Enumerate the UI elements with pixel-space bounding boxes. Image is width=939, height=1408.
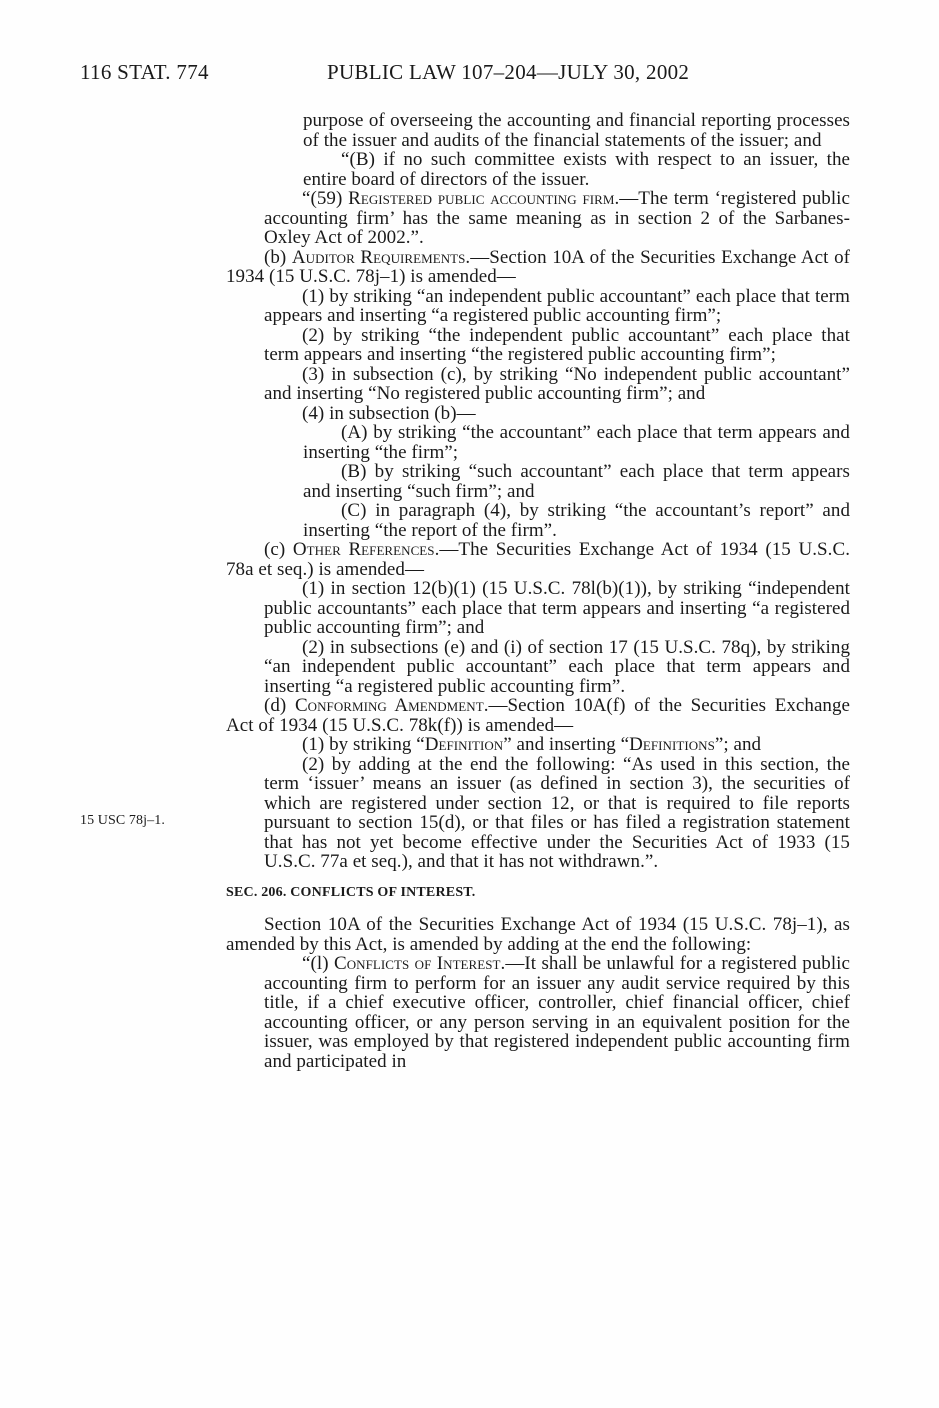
subsection-label: (c) [264,539,293,560]
paragraph-continuation: purpose of overseeing the accounting and financial reporting processes of the issuer and audits of the financial statements of the issuer; and [303,110,850,151]
subsection-heading: Other References [292,539,435,560]
subsection-text: .—The Securities Exchange Act of 1934 (15 U.S.C. 78a et seq.) is amended— [226,539,850,580]
paragraph-c-2: (2) in subsections (e) and (i) of section 17 (15 U.S.C. 78q), by striking “an independent public accountant” each place that term appears and inserting “a registered public accounting firm”. [264,636,850,697]
paragraph-heading: Registered public accounting firm [348,188,615,209]
paragraph-text: (1) by striking “ [302,734,425,755]
paragraph-d-2: (2) by adding at the end the following: “As used in this section, the term ‘issuer’ means an issuer (as defined in section 3), the securities of which are registered under section 12, or that is required to file reports pursuant to section 15(d), or that files or has filed a registration statement that has not yet become effective under the Securities Act of 1933 (15 U.S.C. 77a et seq.), and that it has not withdrawn.”. [264,753,850,872]
paragraph-definition-59 [226,189,850,248]
subsection-text: .—It shall be unlawful for a registered public accounting firm to perform for an issuer any audit service required by this title, if a chief executive officer, controller, chief financial officer, chief accounting officer, or any person serving in an equivalent position for the issuer, was employed by that registered independent public accounting firm and participated in [264,953,850,1072]
subsection-d-conforming-amendment [226,696,850,735]
paragraph-b-3: (3) in subsection (c), by striking “No independent public accountant” and inserting “No registered public accounting firm”; and [264,363,850,404]
paragraph-text: ” and inserting “ [503,734,630,755]
paragraph-b-4: (4) in subsection (b)— [302,402,476,424]
subsection-b-auditor-requirements [226,248,850,287]
subsection-heading: Auditor Requirements [291,246,466,268]
subsection-text: .—Section 10A of the Securities Exchange Act of 1934 (15 U.S.C. 78j–1) is amended— [226,246,851,287]
paragraph-c-1: (1) in section 12(b)(1) (15 U.S.C. 78l(b)(1)), by striking “independent public accountants” each place that term appears and inserting “a registered public accounting firm”; and [264,578,850,638]
margin-citation-note: 15 USC 78j–1. [80,813,165,828]
subparagraph-b-4-a: (A) by striking “the accountant” each place that term appears and inserting “the firm”; [303,422,850,463]
inserted-term: Definitions [629,734,715,755]
paragraph-number: “(59) [302,188,349,209]
subsection-label: (b) [264,246,292,268]
paragraph-b-2: (2) by striking “the independent public accountant” each place that term appears and inserting “the registered public accounting firm”; [264,324,850,365]
section-206-heading: SEC. 206. CONFLICTS OF INTEREST. [226,884,476,900]
subparagraph-b-4-c: (C) in paragraph (4), by striking “the accountant’s report” and inserting “the report of the firm”. [303,500,850,541]
subsection-text: .—Section 10A(f) of the Securities Exchange Act of 1934 (15 U.S.C. 78k(f)) is amended— [226,695,851,736]
running-header: PUBLIC LAW 107–204—JULY 30, 2002 [327,60,690,84]
paragraph-text: .—The term ‘registered public accounting firm’ has the same meaning as in section 2 of the Sarbanes-Oxley Act of 2002.”. [264,188,850,248]
subsection-label: (d) [264,695,295,716]
subsection-heading: Conflicts of Interest [333,953,501,974]
struck-term: Definition [424,734,504,755]
paragraph-d-1 [226,735,850,755]
subsection-c-other-references [226,540,850,579]
subsection-label: “(l) [302,953,334,974]
paragraph-clause-b: “(B) if no such committee exists with respect to an issuer, the entire board of directors of the issuer. [303,149,850,190]
subsection-heading: Conforming Amendment [294,695,484,716]
section-206-text: Section 10A of the Securities Exchange Act of 1934 (15 U.S.C. 78j–1), as amended by this Act, is amended by adding at the end the following: [226,914,850,955]
law-text-body [226,111,850,1071]
stat-page-number: 116 STAT. 774 [80,60,209,84]
paragraph-text: ”; and [714,734,762,755]
subsection-l-conflicts-of-interest [226,954,850,1071]
subparagraph-b-4-b: (B) by striking “such accountant” each place that term appears and inserting “such firm”; and [303,461,850,502]
paragraph-b-1: (1) by striking “an independent public accountant” each place that term appears and inserting “a registered public accounting firm”; [264,285,850,326]
